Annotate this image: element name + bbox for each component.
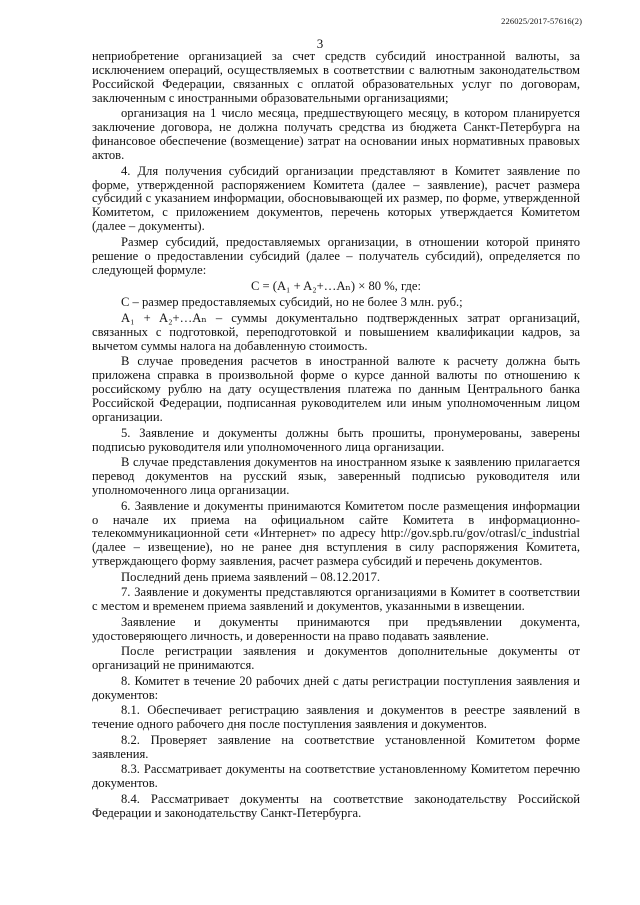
page-number: 3 xyxy=(316,36,324,51)
paragraph: В случае представления документов на иностранном языке к заявлению прилагается перевод документов на русский язык, заверенный подписью руководителя или уполномоченного лица организации. xyxy=(92,455,580,497)
paragraph: 8. Комитет в течение 20 рабочих дней с даты регистрации поступления заявления и документов: xyxy=(92,673,580,702)
paragraph: 8.1. Обеспечивает регистрацию заявления и документов в реестре заявлений в течение одного рабочего дня после поступления заявления и документов. xyxy=(92,703,580,732)
paragraph: 6. Заявление и документы принимаются Комитетом после размещения информации о начале их приема на официальном сайте Комитета в информационно-телекоммуникационной сети «Интернет» по адресу http://gov.spb.ru/gov/otrasl/c_industrial (далее – извещение), но не ранее дня вступления в силу распоряжения Комитета, утверждающего форму заявления, расчет размера субсидий и перечень документов. xyxy=(92,498,580,569)
paragraph: Размер субсидий, предоставляемых организации, в отношении которой принято решение о предоставлении субсидий (далее – получатель субсидий), определяется по следующей формуле: xyxy=(92,234,580,277)
paragraph: организация на 1 число месяца, предшествующего месяцу, в котором планируется заключение договора, не должна получать средства из бюджета Санкт-Петербурга на финансовое обеспечение (возмещение) затрат на основании иных нормативных правовых актов. xyxy=(92,106,580,163)
paragraph: 8.3. Рассматривает документы на соответствие установленному Комитетом перечню документов. xyxy=(92,762,580,791)
paragraph: 7. Заявление и документы представляются организациями в Комитет в соответствии с местом и временем приема заявлений и документов, указанными в извещении. xyxy=(92,585,580,614)
paragraph: В случае проведения расчетов в иностранной валюте к расчету должна быть приложена справка в произвольной форме о курсе данной валюты по отношению к российскому рублю на дату осуществления платежа по данным Центрального банка Российской Федерации, подписанная руководителем или иным уполномоченным лицом организации. xyxy=(92,354,580,425)
paragraph: неприобретение организацией за счет средств субсидий иностранной валюты, за исключением операций, осуществляемых в соответствии с валютным законодательством Российской Федерации, связанных с оплатой образовательных услуг по договорам, заключенным с иностранными образовательными организациями; xyxy=(92,49,580,105)
paragraph: 5. Заявление и документы должны быть прошиты, пронумерованы, заверены подписью руководителя или уполномоченного лица организации. xyxy=(92,425,580,454)
paragraph: A₁ + A₂+…Aₙ – суммы документально подтвержденных затрат организаций, связанных с подготовкой, переподготовкой и повышением квалификации кадров, за вычетом суммы налога на добавленную стоимость. xyxy=(92,311,580,353)
paragraph: Заявление и документы принимаются при предъявлении документа, удостоверяющего личность, и доверенности на право подавать заявление. xyxy=(92,614,580,643)
document-number: 226025/2017-57616(2) xyxy=(501,16,582,26)
paragraph: 4. Для получения субсидий организации представляют в Комитет заявление по форме, утвержденной распоряжением Комитета (далее – заявление), расчет размера субсидий с указанием информации, обосновывающей их размер, по форме, утвержденной Комитетом, с приложением документов, перечень которых утверждается Комитетом (далее – документы). xyxy=(92,163,580,234)
formula: C = (A₁ + A₂+…Aₙ) × 80 %, где: xyxy=(250,278,422,293)
paragraph: Последний день приема заявлений – 08.12.2017. xyxy=(121,569,381,584)
paragraph: После регистрации заявления и документов дополнительные документы от организаций не принимаются. xyxy=(92,644,580,673)
paragraph: 8.2. Проверяет заявление на соответствие установленной Комитетом форме заявления. xyxy=(92,732,580,761)
document-body xyxy=(92,50,580,822)
paragraph: 8.4. Рассматривает документы на соответствие законодательству Российской Федерации и законодательству Санкт-Петербурга. xyxy=(92,791,580,820)
paragraph: C – размер предоставляемых субсидий, но не более 3 млн. руб.; xyxy=(121,295,463,310)
